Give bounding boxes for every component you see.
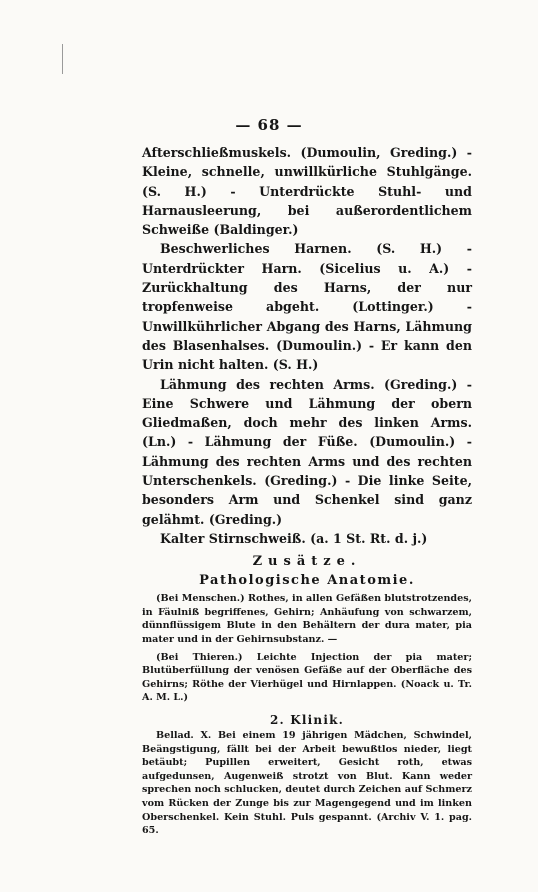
page-number: — 68 —: [235, 116, 303, 134]
margin-mark: [62, 44, 63, 74]
pathologie-text: [142, 592, 472, 705]
main-text: [142, 143, 472, 548]
text-column: [142, 143, 472, 838]
paragraph-paralysis: Lähmung des rechten Arms. (Greding.) - Eine Schwere und Lähmung der obern Gliedmaßen, doch mehr des linken Arms. (Ln.) - Lähmung der Füße. (Dumoulin.) - Lähmung des rechten Arms und des rechten Unterschenkels. (Greding.) - Die linke Seite, besonders Arm und Schenkel sind ganz gelähmt. (Greding.): [142, 376, 472, 527]
paragraph-urine: Beschwerliches Harnen. (S. H.) - Unterdrückter Harn. (Sicelius u. A.) - Zurückhaltung des Harns, der nur tropfenweise abgeht. (Lottinger.) - Unwillkührlicher Abgang des Harns, Lähmung des Blasenhalses. (Dumoulin.) - Er kann den Urin nicht halten. (S. H.): [142, 241, 472, 373]
heading-zusaetze: Zusätze.: [252, 554, 362, 570]
heading-pathologie: Pathologische Anatomie.: [199, 573, 415, 589]
paragraph-stool: Afterschließmuskels. (Dumoulin, Greding.) - Kleine, schnelle, unwillkürliche Stuhlgänge. (S. H.) - Unterdrückte Stuhl- und Harnausleerung, bei außerordentlichem Schweiße (Baldinger.): [142, 145, 472, 238]
klinik-text: [142, 729, 472, 838]
paragraph-case: Bellad. X. Bei einem 19 jährigen Mädchen, Schwindel, Beängstigung, fällt bei der Arbeit bewußtlos nieder, liegt betäubt; Pupillen erweitert, Gesicht roth, etwas aufgedunsen, Augenweiß strotzt von Blut. Kann weder sprechen noch schlucken, deutet durch Zeichen auf Schmerz vom Rücken der Zunge bis zur Magengegend und im linken Oberschenkel. Kein Stuhl. Puls gespannt. (Archiv V. 1. pag. 65.: [142, 729, 472, 837]
paragraph-humans: (Bei Menschen.) Rothes, in allen Gefäßen blutstrotzendes, in Fäulniß begriffenes, Gehirn; Anhäufung von schwarzem, dünnflüssigem Blute in den Behältern der dura mater, pia mater und in der Gehirnsubstanz. —: [142, 593, 472, 646]
paragraph-sweat: Kalter Stirnschweiß. (a. 1 St. Rt. d. j.): [160, 530, 428, 546]
heading-klinik: 2. Klinik.: [269, 712, 345, 727]
paragraph-animals: (Bei Thieren.) Leichte Injection der pia mater; Blutüberfüllung der venösen Gefäße auf der Oberfläche des Gehirns; Röthe der Vierhügel und Hirnlappen. (Noack u. Tr. A. M. L.): [142, 651, 472, 704]
